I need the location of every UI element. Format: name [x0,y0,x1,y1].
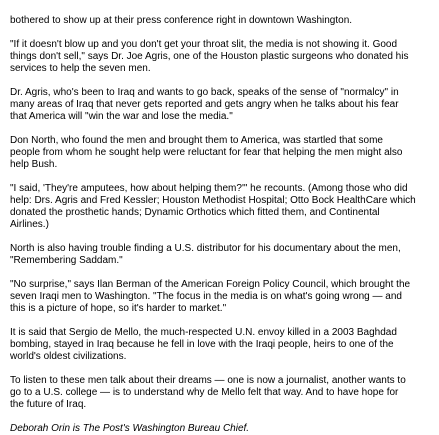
article-paragraph-7: "No surprise," says Ilan Berman of the American Foreign Policy Council, which brought the seven Iraqi men to Washington. "The focus in the media is on what's going wrong — and this is a picture of hope, so it's harder to market." [10,279,411,314]
article-paragraph-3: Dr. Agris, who's been to Iraq and wants to go back, speaks of the sense of "normalcy" in many areas of Iraq that never gets reported and gets angry when he talks about his fear that America will "win the war and lose the media." [10,87,399,122]
article-body [10,15,439,435]
article-paragraph-4: Don North, who found the men and brought them to America, was startled that some people from whom he sought help were reluctant for fear that helping the men might also help Bush. [10,135,403,170]
article-paragraph-1: bothered to show up at their press conference right in downtown Washington. [10,15,353,26]
article-paragraph-5: "I said, 'They're amputees, how about helping them?'" he recounts. (Among those who did help: Drs. Agris and Fred Kessler; Houston Methodist Hospital; Otto Bock HealthCare which donated the prosthetic hands; Dynamic Orthotics which fitted them, and Continental Airlines.) [10,183,416,230]
article-paragraph-2: "If it doesn't blow up and you don't get your throat slit, the media is not showing it. Good things don't sell," says Dr. Joe Agris, one of the Houston plastic surgeons who donated his services to help the seven men. [10,39,409,74]
author-byline: Deborah Orin is The Post's Washington Bureau Chief. [10,423,250,434]
article-paragraph-9: To listen to these men talk about their dreams — one is now a journalist, another wants to go to a U.S. college — is to understand why de Mello felt that way. And to have hope for the future of Iraq. [10,375,406,410]
article-paragraph-8: It is said that Sergio de Mello, the much-respected U.N. envoy killed in a 2003 Baghdad bombing, stayed in Iraq because he fell in love with the Iraqi people, heirs to one of the world's oldest civilizations. [10,327,397,362]
article-paragraph-6: North is also having trouble finding a U.S. distributor for his documentary about the men, "Remembering Saddam." [10,243,401,266]
